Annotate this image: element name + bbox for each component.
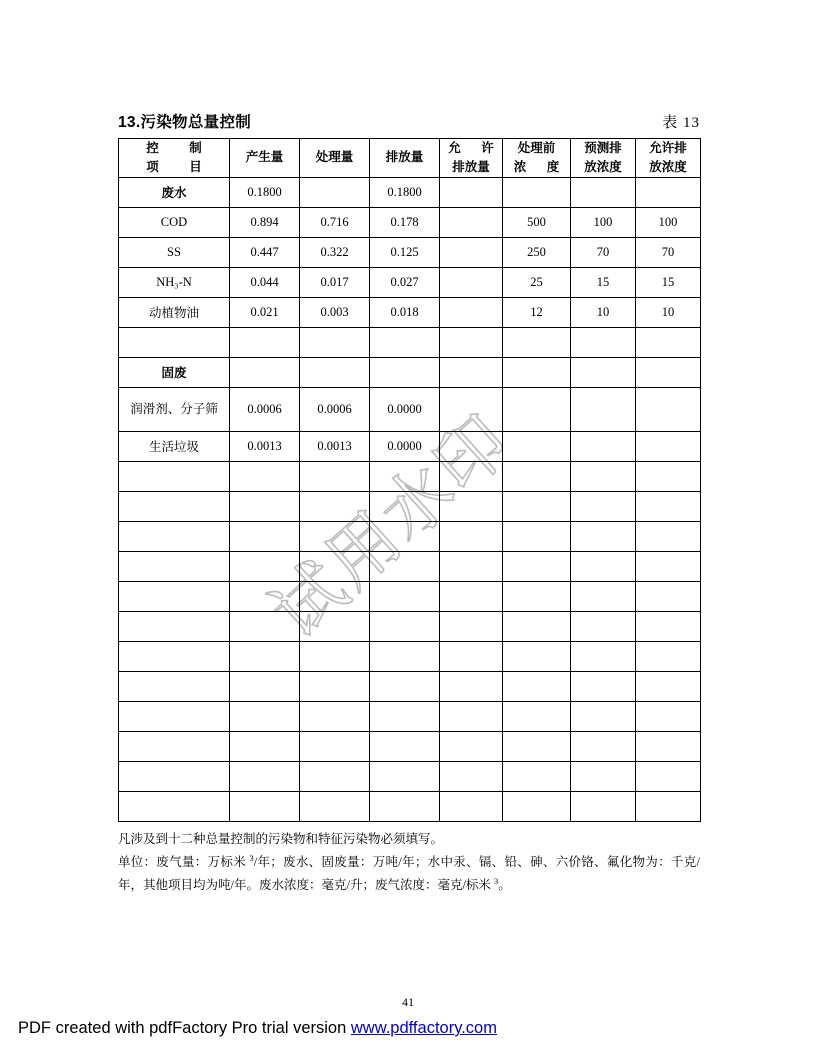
row-label: [119, 327, 230, 357]
table-row: [119, 791, 701, 821]
cell-allowed-discharge: [440, 267, 503, 297]
cell-predicted-concentration: [571, 357, 636, 387]
cell-discharged: [370, 581, 440, 611]
cell-discharged: [370, 641, 440, 671]
watermark-char-2: 用: [311, 497, 416, 603]
cell-pre-concentration: [503, 761, 571, 791]
header-line-2: 放浓度: [649, 159, 687, 174]
pdffactory-link[interactable]: www.pdffactory.com: [350, 1019, 497, 1037]
row-label: 固废: [119, 357, 230, 387]
cell-discharged: [370, 731, 440, 761]
cell-allowed-concentration: [636, 521, 701, 551]
cell-treated: [300, 581, 370, 611]
cell-treated: [300, 731, 370, 761]
cell-treated: [300, 611, 370, 641]
table-row: [119, 431, 701, 461]
cell-treated: [300, 521, 370, 551]
page-number: 41: [402, 995, 414, 1009]
cell-pre-concentration: [503, 791, 571, 821]
cell-allowed-discharge: [440, 461, 503, 491]
cell-pre-concentration: [503, 357, 571, 387]
cell-allowed-discharge: [440, 297, 503, 327]
table-row: [119, 491, 701, 521]
header-line-1: 处理前: [517, 141, 556, 155]
cell-allowed-concentration: [636, 551, 701, 581]
cell-pre-concentration: [503, 327, 571, 357]
cell-discharged: [370, 327, 440, 357]
cell-predicted-concentration: [571, 671, 636, 701]
footnote-line-2: [118, 851, 700, 898]
cell-discharged: [370, 461, 440, 491]
table-row: [119, 581, 701, 611]
table-row: [119, 177, 701, 207]
watermark-char-3: 水: [365, 449, 470, 555]
table-row: [119, 671, 701, 701]
cell-discharged: [370, 701, 440, 731]
cell-allowed-discharge: [440, 387, 503, 431]
cell-treated: [300, 701, 370, 731]
column-header-pre-treatment-concentration: [503, 139, 571, 178]
cell-allowed-discharge: [440, 701, 503, 731]
row-label: [119, 461, 230, 491]
cell-predicted-concentration: [571, 521, 636, 551]
row-label: [119, 551, 230, 581]
row-label: [119, 521, 230, 551]
cell-pre-concentration: [503, 521, 571, 551]
cell-predicted-concentration: [571, 641, 636, 671]
cell-discharged: [370, 357, 440, 387]
cell-predicted-concentration: [571, 387, 636, 431]
cell-allowed-concentration: [636, 357, 701, 387]
column-header-discharged: 排放量: [370, 139, 440, 178]
cell-allowed-concentration: [636, 581, 701, 611]
cell-treated: [300, 551, 370, 581]
cell-allowed-discharge: [440, 671, 503, 701]
row-label: COD: [119, 207, 230, 237]
cell-treated: [300, 671, 370, 701]
cell-treated: 0.716: [300, 207, 370, 237]
table-row: [119, 521, 701, 551]
row-label: [119, 761, 230, 791]
cell-discharged: [370, 671, 440, 701]
row-label: 润滑剂、分子筛: [119, 387, 230, 431]
cell-treated: [300, 177, 370, 207]
cell-treated: [300, 791, 370, 821]
cell-allowed-concentration: [636, 701, 701, 731]
header-line-1: 允 许: [448, 141, 498, 155]
cell-predicted-concentration: [571, 611, 636, 641]
cell-discharged: 0.125: [370, 237, 440, 267]
cell-allowed-concentration: [636, 791, 701, 821]
row-label: 废水: [119, 177, 230, 207]
cell-generated: [230, 791, 300, 821]
cell-pre-concentration: [503, 581, 571, 611]
table-row: [119, 357, 701, 387]
table-row: [119, 267, 701, 297]
cell-allowed-discharge: [440, 207, 503, 237]
cell-allowed-discharge: [440, 237, 503, 267]
pollutant-total-control-table: [118, 138, 701, 822]
table-row: [119, 297, 701, 327]
cell-generated: [230, 641, 300, 671]
cell-discharged: 0.0000: [370, 387, 440, 431]
footnote-part-a: 单位：废气量：万标米: [118, 855, 250, 870]
footnote-part-c: 。: [498, 878, 511, 893]
cell-predicted-concentration: [571, 491, 636, 521]
cell-predicted-concentration: 15: [571, 267, 636, 297]
cell-allowed-discharge: [440, 431, 503, 461]
table-row: [119, 207, 701, 237]
row-label: [119, 581, 230, 611]
cell-pre-concentration: [503, 671, 571, 701]
table-row: [119, 761, 701, 791]
watermark-char-1: 试: [257, 547, 362, 653]
table-row: [119, 551, 701, 581]
cell-allowed-concentration: 15: [636, 267, 701, 297]
cell-allowed-discharge: [440, 491, 503, 521]
cell-discharged: [370, 521, 440, 551]
row-label: [119, 731, 230, 761]
cell-discharged: [370, 491, 440, 521]
row-label: 动植物油: [119, 297, 230, 327]
cell-generated: [230, 327, 300, 357]
cell-allowed-discharge: [440, 731, 503, 761]
row-label: [119, 491, 230, 521]
cell-pre-concentration: [503, 491, 571, 521]
cell-generated: [230, 491, 300, 521]
header-line-2: 项 目: [146, 159, 211, 174]
cell-allowed-discharge: [440, 791, 503, 821]
cell-generated: [230, 731, 300, 761]
cell-predicted-concentration: [571, 761, 636, 791]
cell-allowed-concentration: 100: [636, 207, 701, 237]
cell-allowed-concentration: [636, 461, 701, 491]
cell-allowed-concentration: [636, 177, 701, 207]
cell-allowed-concentration: 10: [636, 297, 701, 327]
cell-discharged: [370, 761, 440, 791]
cell-generated: [230, 357, 300, 387]
cell-pre-concentration: [503, 431, 571, 461]
cell-generated: 0.894: [230, 207, 300, 237]
cell-pre-concentration: [503, 611, 571, 641]
cell-predicted-concentration: 10: [571, 297, 636, 327]
cell-allowed-discharge: [440, 641, 503, 671]
cell-generated: 0.0006: [230, 387, 300, 431]
cell-treated: [300, 491, 370, 521]
cell-generated: 0.044: [230, 267, 300, 297]
cell-predicted-concentration: [571, 431, 636, 461]
cell-pre-concentration: [503, 641, 571, 671]
cell-allowed-concentration: [636, 611, 701, 641]
cell-generated: [230, 701, 300, 731]
cell-pre-concentration: 250: [503, 237, 571, 267]
footnote-sup-1: 3: [249, 853, 254, 864]
cell-allowed-concentration: [636, 761, 701, 791]
cell-generated: 0.447: [230, 237, 300, 267]
cell-predicted-concentration: [571, 731, 636, 761]
header-line-1: 允许排: [649, 141, 687, 155]
cell-generated: [230, 551, 300, 581]
cell-treated: 0.322: [300, 237, 370, 267]
row-label: [119, 611, 230, 641]
footnote-part-b: /年；废水、固废量：万吨/年；水中汞、镉、铅、砷、六价铬、氟化物为：千克/年，其他项目均为吨/年。废水浓度：毫克/升；废气浓度：毫克/标米: [118, 855, 700, 893]
pdffactory-footer: [0, 1019, 816, 1038]
page-title: 13.污染物总量控制: [118, 114, 252, 131]
cell-pre-concentration: [503, 551, 571, 581]
table-row: [119, 387, 701, 431]
cell-discharged: 0.027: [370, 267, 440, 297]
footer-text: PDF created with pdfFactory Pro trial version: [18, 1019, 351, 1037]
cell-allowed-discharge: [440, 611, 503, 641]
cell-allowed-concentration: [636, 671, 701, 701]
footnote-sup-2: 3: [494, 876, 499, 887]
cell-allowed-discharge: [440, 177, 503, 207]
cell-predicted-concentration: [571, 791, 636, 821]
cell-generated: [230, 761, 300, 791]
cell-pre-concentration: 25: [503, 267, 571, 297]
cell-treated: 0.0006: [300, 387, 370, 431]
cell-treated: [300, 761, 370, 791]
cell-treated: [300, 461, 370, 491]
cell-generated: [230, 581, 300, 611]
watermark-char-4: 印: [419, 401, 524, 507]
cell-pre-concentration: [503, 387, 571, 431]
cell-discharged: 0.018: [370, 297, 440, 327]
column-header-treated: 处理量: [300, 139, 370, 178]
cell-predicted-concentration: 100: [571, 207, 636, 237]
row-label: [119, 671, 230, 701]
cell-predicted-concentration: [571, 581, 636, 611]
cell-allowed-concentration: 70: [636, 237, 701, 267]
cell-treated: [300, 327, 370, 357]
cell-discharged: [370, 611, 440, 641]
cell-discharged: [370, 791, 440, 821]
cell-generated: [230, 461, 300, 491]
cell-pre-concentration: [503, 177, 571, 207]
cell-generated: 0.0013: [230, 431, 300, 461]
cell-treated: 0.003: [300, 297, 370, 327]
header-line-2: 浓 度: [513, 159, 564, 174]
row-label: [119, 791, 230, 821]
cell-generated: 0.1800: [230, 177, 300, 207]
header-line-2: 放浓度: [584, 159, 622, 174]
header-line-1: 控 制: [146, 141, 211, 155]
column-header-allowed-discharge: [440, 139, 503, 178]
column-header-control-item: [119, 139, 230, 178]
row-label: [119, 701, 230, 731]
cell-allowed-discharge: [440, 327, 503, 357]
table-row: [119, 237, 701, 267]
cell-allowed-concentration: [636, 327, 701, 357]
table-footnotes: [118, 828, 700, 898]
title-row: [118, 110, 700, 132]
table-header-row: [119, 139, 701, 178]
cell-discharged: 0.1800: [370, 177, 440, 207]
row-label: 生活垃圾: [119, 431, 230, 461]
cell-predicted-concentration: [571, 551, 636, 581]
cell-allowed-concentration: [636, 387, 701, 431]
table-row: [119, 611, 701, 641]
table-row: [119, 731, 701, 761]
cell-treated: 0.017: [300, 267, 370, 297]
cell-allowed-discharge: [440, 357, 503, 387]
cell-allowed-discharge: [440, 581, 503, 611]
cell-pre-concentration: [503, 461, 571, 491]
column-header-generated: 产生量: [230, 139, 300, 178]
header-line-1: 预测排: [584, 141, 622, 155]
cell-allowed-concentration: [636, 491, 701, 521]
cell-allowed-concentration: [636, 731, 701, 761]
cell-discharged: 0.0000: [370, 431, 440, 461]
table-row: [119, 641, 701, 671]
column-header-allowed-discharge-concentration: [636, 139, 701, 178]
row-label: [119, 641, 230, 671]
cell-pre-concentration: 12: [503, 297, 571, 327]
cell-discharged: [370, 551, 440, 581]
cell-predicted-concentration: [571, 701, 636, 731]
cell-treated: [300, 357, 370, 387]
cell-discharged: 0.178: [370, 207, 440, 237]
table-row: [119, 701, 701, 731]
cell-allowed-concentration: [636, 431, 701, 461]
cell-pre-concentration: [503, 731, 571, 761]
cell-generated: [230, 671, 300, 701]
table-row: [119, 327, 701, 357]
footnote-line-1: 凡涉及到十二种总量控制的污染物和特征污染物必须填写。: [118, 832, 444, 846]
row-label: SS: [119, 237, 230, 267]
cell-predicted-concentration: 70: [571, 237, 636, 267]
cell-allowed-discharge: [440, 761, 503, 791]
cell-predicted-concentration: [571, 177, 636, 207]
cell-generated: [230, 521, 300, 551]
cell-allowed-concentration: [636, 641, 701, 671]
cell-generated: [230, 611, 300, 641]
table-row: [119, 461, 701, 491]
cell-generated: 0.021: [230, 297, 300, 327]
cell-pre-concentration: [503, 701, 571, 731]
cell-predicted-concentration: [571, 327, 636, 357]
row-label: NH₃-N: [119, 267, 230, 297]
cell-treated: [300, 641, 370, 671]
table-label: 表 13: [662, 115, 700, 131]
header-line-2: 排放量: [452, 159, 490, 174]
cell-pre-concentration: 500: [503, 207, 571, 237]
cell-allowed-discharge: [440, 521, 503, 551]
column-header-predicted-discharge-concentration: [571, 139, 636, 178]
table-body: [119, 177, 701, 821]
cell-predicted-concentration: [571, 461, 636, 491]
cell-treated: 0.0013: [300, 431, 370, 461]
cell-allowed-discharge: [440, 551, 503, 581]
